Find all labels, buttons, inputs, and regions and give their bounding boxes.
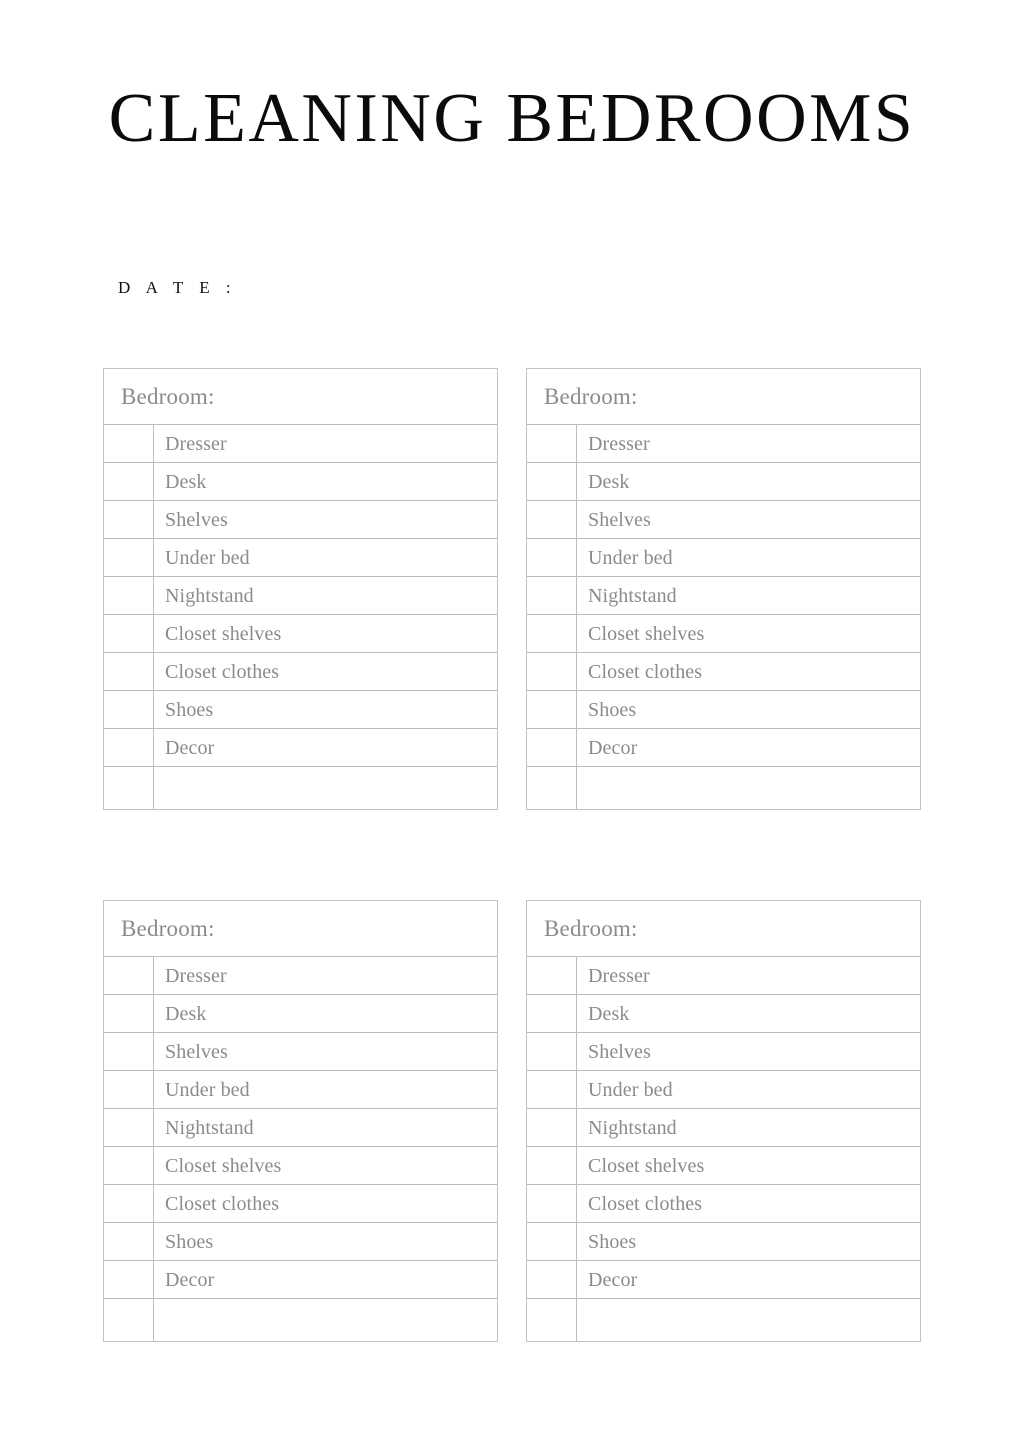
checkbox-cell[interactable]: [527, 425, 577, 462]
checkbox-cell[interactable]: [104, 615, 154, 652]
task-label: Shelves: [165, 1040, 228, 1063]
checklist-row: [104, 539, 497, 577]
date-label: D A T E :: [118, 278, 237, 297]
task-label: Shelves: [588, 1040, 651, 1063]
checklist-row: [527, 1147, 920, 1185]
task-label-cell: [154, 425, 497, 462]
bedroom-label: Bedroom:: [544, 384, 638, 409]
checklist-row: [104, 1223, 497, 1261]
checklist-row: [527, 1033, 920, 1071]
task-label-cell: [577, 615, 920, 652]
checklist-row: [104, 995, 497, 1033]
task-label: Desk: [588, 470, 630, 493]
checklist-row: [104, 653, 497, 691]
task-label-cell: [577, 501, 920, 538]
bedroom-card-grid: [103, 368, 921, 1342]
task-label: Closet shelves: [165, 1154, 282, 1177]
checklist-row-blank: [104, 767, 497, 809]
checkbox-cell[interactable]: [104, 995, 154, 1032]
task-label: Under bed: [165, 546, 250, 569]
checkbox-cell[interactable]: [104, 1223, 154, 1260]
checkbox-cell[interactable]: [104, 539, 154, 576]
task-label: Shoes: [588, 1230, 637, 1253]
checklist-row: [527, 1109, 920, 1147]
checklist-row: [527, 463, 920, 501]
task-label: Shoes: [165, 1230, 214, 1253]
checkbox-cell[interactable]: [527, 463, 577, 500]
checklist-row: [104, 1071, 497, 1109]
write-in-cell[interactable]: [577, 767, 920, 809]
task-label: Closet clothes: [165, 1192, 280, 1215]
checklist-row: [104, 463, 497, 501]
write-in-cell[interactable]: [577, 1299, 920, 1341]
checklist-row: [104, 1033, 497, 1071]
checkbox-cell[interactable]: [104, 653, 154, 690]
checklist-row: [527, 615, 920, 653]
task-label-cell: [154, 995, 497, 1032]
checklist-row: [104, 957, 497, 995]
checkbox-cell[interactable]: [104, 691, 154, 728]
checklist-row: [104, 577, 497, 615]
task-label-cell: [154, 463, 497, 500]
write-in-cell[interactable]: [154, 767, 497, 809]
checkbox-cell[interactable]: [527, 615, 577, 652]
checklist-row: [104, 1261, 497, 1299]
task-label: Nightstand: [165, 584, 254, 607]
task-label-cell: [577, 995, 920, 1032]
write-in-cell[interactable]: [154, 1299, 497, 1341]
task-label: Dresser: [165, 432, 227, 455]
checkbox-cell[interactable]: [104, 1299, 154, 1341]
checklist-row: [104, 425, 497, 463]
checklist-row: [104, 1147, 497, 1185]
task-label-cell: [154, 615, 497, 652]
task-label: Dresser: [588, 964, 650, 987]
checklist-row: [527, 729, 920, 767]
task-label: Closet shelves: [588, 622, 705, 645]
task-label-cell: [577, 691, 920, 728]
task-label: Desk: [165, 1002, 207, 1025]
bedroom-card: [103, 900, 498, 1342]
task-label: Dresser: [165, 964, 227, 987]
task-label-cell: [577, 425, 920, 462]
checkbox-cell[interactable]: [104, 1071, 154, 1108]
task-label: Decor: [165, 736, 215, 759]
checkbox-cell[interactable]: [527, 1185, 577, 1222]
checkbox-cell[interactable]: [104, 425, 154, 462]
checkbox-cell[interactable]: [527, 1299, 577, 1341]
checklist-rows: [104, 425, 497, 809]
task-label-cell: [154, 1071, 497, 1108]
task-label: Nightstand: [165, 1116, 254, 1139]
checkbox-cell[interactable]: [527, 1109, 577, 1146]
bedroom-name-field[interactable]: [527, 901, 920, 957]
bedroom-label: Bedroom:: [121, 384, 215, 409]
task-label: Closet clothes: [588, 1192, 703, 1215]
task-label-cell: [154, 1109, 497, 1146]
task-label: Shelves: [588, 508, 651, 531]
task-label: Decor: [588, 1268, 638, 1291]
checklist-row: [104, 501, 497, 539]
task-label: Closet clothes: [588, 660, 703, 683]
checkbox-cell[interactable]: [104, 463, 154, 500]
task-label-cell: [577, 539, 920, 576]
bedroom-card: [526, 900, 921, 1342]
task-label-cell: [154, 539, 497, 576]
checklist-row: [527, 425, 920, 463]
checklist-row: [527, 1261, 920, 1299]
checkbox-cell[interactable]: [527, 501, 577, 538]
task-label: Nightstand: [588, 1116, 677, 1139]
task-label-cell: [154, 501, 497, 538]
checklist-row: [527, 1185, 920, 1223]
checkbox-cell[interactable]: [527, 1147, 577, 1184]
task-label: Dresser: [588, 432, 650, 455]
checklist-row: [527, 653, 920, 691]
task-label-cell: [154, 1147, 497, 1184]
task-label-cell: [154, 729, 497, 766]
checklist-rows: [527, 957, 920, 1341]
checkbox-cell[interactable]: [527, 995, 577, 1032]
checklist-row: [527, 539, 920, 577]
checkbox-cell[interactable]: [527, 1071, 577, 1108]
checklist-row: [104, 1185, 497, 1223]
checkbox-cell[interactable]: [527, 1261, 577, 1298]
checkbox-cell[interactable]: [104, 1033, 154, 1070]
checklist-rows: [527, 425, 920, 809]
bedroom-card: [526, 368, 921, 810]
checklist-row: [527, 691, 920, 729]
checkbox-cell[interactable]: [104, 957, 154, 994]
checklist-row: [527, 501, 920, 539]
task-label: Shoes: [165, 698, 214, 721]
task-label: Desk: [588, 1002, 630, 1025]
task-label: Nightstand: [588, 584, 677, 607]
task-label-cell: [577, 1071, 920, 1108]
checkbox-cell[interactable]: [104, 1185, 154, 1222]
checklist-row: [104, 691, 497, 729]
checkbox-cell[interactable]: [527, 957, 577, 994]
task-label-cell: [154, 1185, 497, 1222]
task-label-cell: [577, 653, 920, 690]
task-label-cell: [577, 1261, 920, 1298]
task-label: Under bed: [588, 546, 673, 569]
task-label: Decor: [588, 736, 638, 759]
checkbox-cell[interactable]: [104, 577, 154, 614]
checkbox-cell[interactable]: [527, 1033, 577, 1070]
task-label-cell: [154, 1261, 497, 1298]
task-label: Under bed: [165, 1078, 250, 1101]
checkbox-cell[interactable]: [104, 1261, 154, 1298]
checkbox-cell[interactable]: [104, 1109, 154, 1146]
checkbox-cell[interactable]: [527, 729, 577, 766]
task-label-cell: [154, 691, 497, 728]
task-label-cell: [577, 577, 920, 614]
checklist-row: [527, 995, 920, 1033]
task-label-cell: [154, 1223, 497, 1260]
task-label: Under bed: [588, 1078, 673, 1101]
bedroom-name-field[interactable]: [527, 369, 920, 425]
checklist-row: [527, 1223, 920, 1261]
checklist-row: [104, 729, 497, 767]
task-label: Closet shelves: [588, 1154, 705, 1177]
task-label-cell: [154, 577, 497, 614]
task-label-cell: [577, 1109, 920, 1146]
checkbox-cell[interactable]: [527, 539, 577, 576]
task-label: Shoes: [588, 698, 637, 721]
checkbox-cell[interactable]: [104, 767, 154, 809]
task-label: Desk: [165, 470, 207, 493]
checklist-row: [527, 577, 920, 615]
task-label-cell: [577, 463, 920, 500]
bedroom-label: Bedroom:: [544, 916, 638, 941]
checkbox-cell[interactable]: [104, 729, 154, 766]
task-label-cell: [154, 957, 497, 994]
task-label-cell: [577, 1223, 920, 1260]
task-label-cell: [154, 653, 497, 690]
task-label: Closet shelves: [165, 622, 282, 645]
task-label-cell: [577, 1185, 920, 1222]
checklist-row: [104, 615, 497, 653]
checklist-row-blank: [527, 1299, 920, 1341]
checklist-row: [527, 1071, 920, 1109]
task-label-cell: [577, 729, 920, 766]
task-label-cell: [577, 1033, 920, 1070]
checkbox-cell[interactable]: [527, 577, 577, 614]
bedroom-name-field[interactable]: [104, 901, 497, 957]
checkbox-cell[interactable]: [527, 691, 577, 728]
checkbox-cell[interactable]: [527, 767, 577, 809]
task-label: Decor: [165, 1268, 215, 1291]
bedroom-card: [103, 368, 498, 810]
task-label: Closet clothes: [165, 660, 280, 683]
checklist-row-blank: [527, 767, 920, 809]
checklist-row: [104, 1109, 497, 1147]
page-title: CLEANING BEDROOMS: [108, 80, 916, 157]
checkbox-cell[interactable]: [527, 653, 577, 690]
task-label-cell: [577, 957, 920, 994]
checkbox-cell[interactable]: [527, 1223, 577, 1260]
checkbox-cell[interactable]: [104, 501, 154, 538]
checkbox-cell[interactable]: [104, 1147, 154, 1184]
bedroom-name-field[interactable]: [104, 369, 497, 425]
task-label-cell: [154, 1033, 497, 1070]
task-label-cell: [577, 1147, 920, 1184]
bedroom-label: Bedroom:: [121, 916, 215, 941]
checklist-row: [527, 957, 920, 995]
task-label: Shelves: [165, 508, 228, 531]
checklist-row-blank: [104, 1299, 497, 1341]
checklist-rows: [104, 957, 497, 1341]
